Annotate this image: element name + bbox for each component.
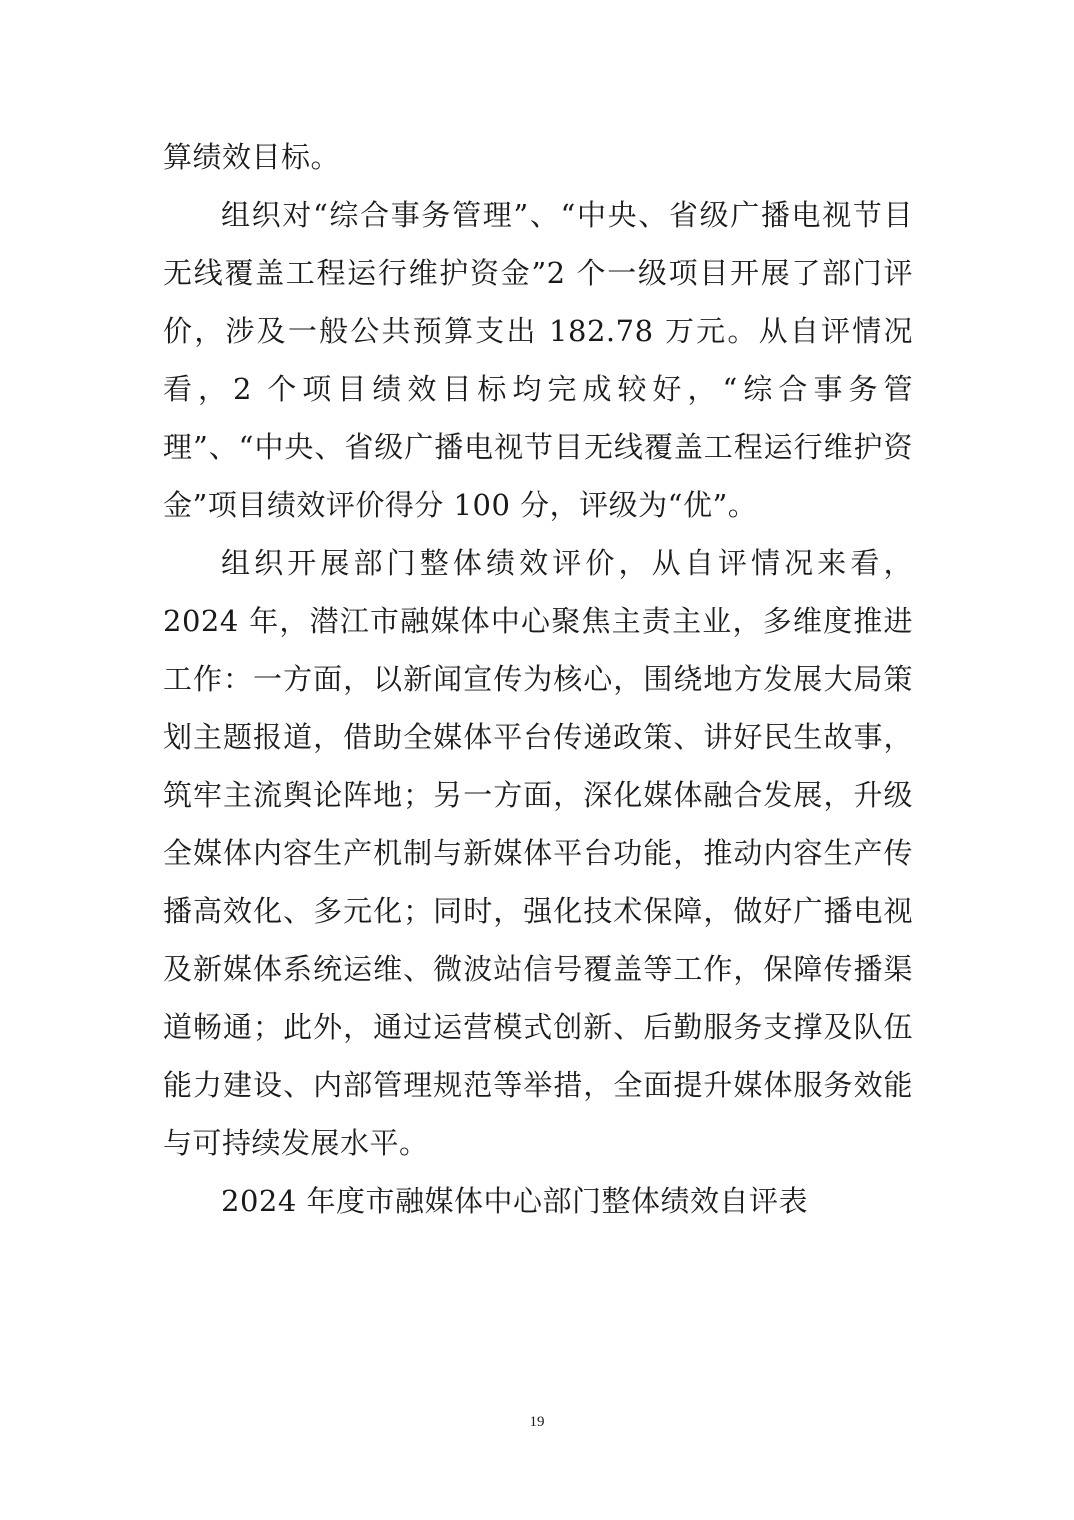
- paragraph-project-evaluation: 组织对“综合事务管理”、“中央、省级广播电视节目无线覆盖工程运行维护资金”2 个一级项目开展了部门评价，涉及一般公共预算支出 182.78 万元。从自评情况看，2 个项目绩效目标均完成较好，“综合事务管理”、“中央、省级广播电视节目无线覆盖工程运行维护资金”项目绩效评价得分 100 分，评级为“优”。: [163, 198, 913, 522]
- document-body: [163, 128, 913, 1230]
- page-number: 19: [529, 1414, 545, 1430]
- table-caption: 2024 年度市融媒体中心部门整体绩效自评表: [221, 1184, 809, 1218]
- paragraph-overall-evaluation: 组织开展部门整体绩效评价，从自评情况来看，2024 年，潜江市融媒体中心聚焦主责主业，多维度推进工作：一方面，以新闻宣传为核心，围绕地方发展大局策划主题报道，借助全媒体平台传递政策、讲好民生故事，筑牢主流舆论阵地；另一方面，深化媒体融合发展，升级全媒体内容生产机制与新媒体平台功能，推动内容生产传播高效化、多元化；同时，强化技术保障，做好广播电视及新媒体系统运维、微波站信号覆盖等工作，保障传播渠道畅通；此外，通过运营模式创新、后勤服务支撑及队伍能力建设、内部管理规范等举措，全面提升媒体服务效能与可持续发展水平。: [163, 546, 913, 1160]
- paragraph-continuation: 算绩效目标。: [163, 140, 341, 174]
